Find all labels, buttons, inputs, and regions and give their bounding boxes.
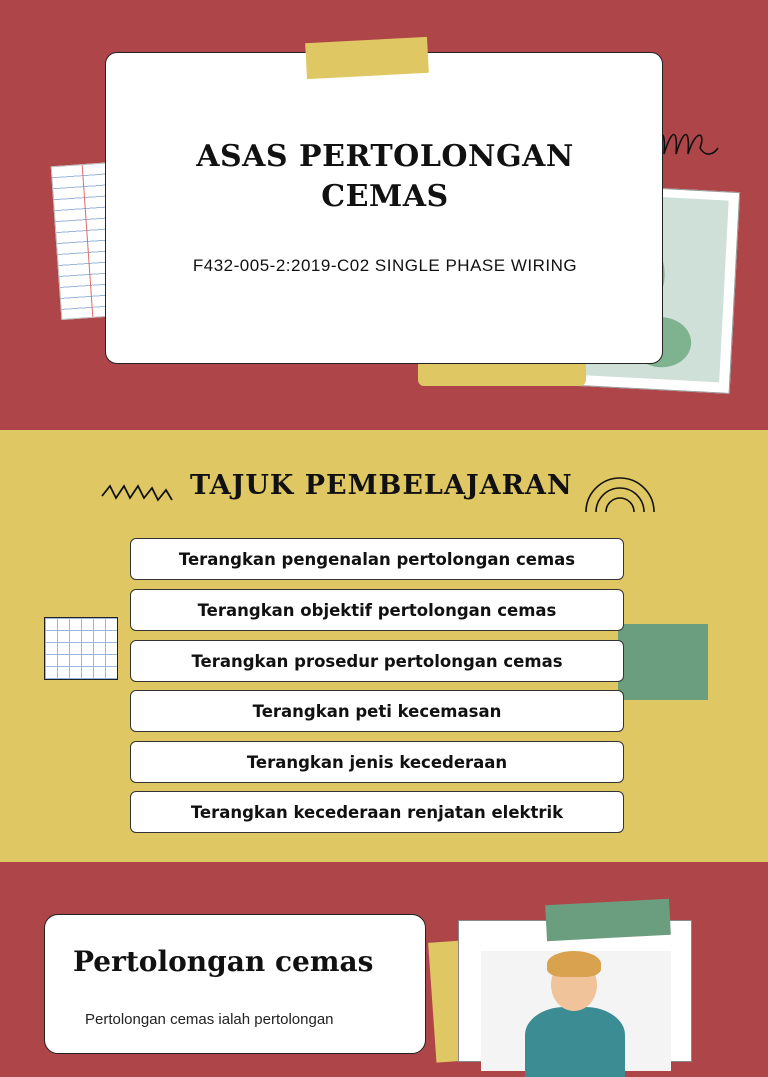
subtitle: F432-005-2:2019-C02 SINGLE PHASE WIRING — [192, 256, 578, 275]
topics-section — [0, 430, 768, 862]
topic-item-2: Terangkan objektif pertolongan cemas — [130, 589, 624, 631]
rainbow-arcs-icon — [582, 462, 658, 514]
page-title — [106, 137, 664, 217]
intro-text: Pertolongan cemas ialah pertolongan — [85, 1011, 334, 1028]
title-card — [105, 52, 663, 364]
notebook-margin-line — [82, 165, 94, 317]
topic-item-1: Terangkan pengenalan pertolongan cemas — [130, 538, 624, 580]
topic-item-4: Terangkan peti kecemasan — [130, 690, 624, 732]
photo-tape-decoration — [545, 899, 671, 941]
topic-item-3: Terangkan prosedur pertolongan cemas — [130, 640, 624, 682]
person-hair-shape — [547, 951, 601, 977]
topics-heading: TAJUK PEMBELAJARAN — [190, 470, 573, 501]
tape-decoration — [305, 37, 429, 79]
intro-card — [44, 914, 426, 1054]
topic-item-6: Terangkan kecederaan renjatan elektrik — [130, 791, 624, 833]
title-section — [0, 0, 768, 430]
squiggle-icon — [100, 478, 174, 508]
person-body-shape — [525, 1007, 625, 1077]
topic-item-5: Terangkan jenis kecederaan — [130, 741, 624, 783]
photo-frame — [458, 920, 692, 1062]
intro-heading: Pertolongan cemas — [73, 945, 374, 978]
green-tape-decoration — [618, 624, 708, 700]
intro-section — [0, 862, 768, 1028]
person-photo — [481, 951, 671, 1071]
title-line-1: ASAS PERTOLONGAN — [196, 139, 574, 174]
grid-paper-decoration — [44, 617, 118, 680]
title-line-2: CEMAS — [321, 179, 449, 214]
